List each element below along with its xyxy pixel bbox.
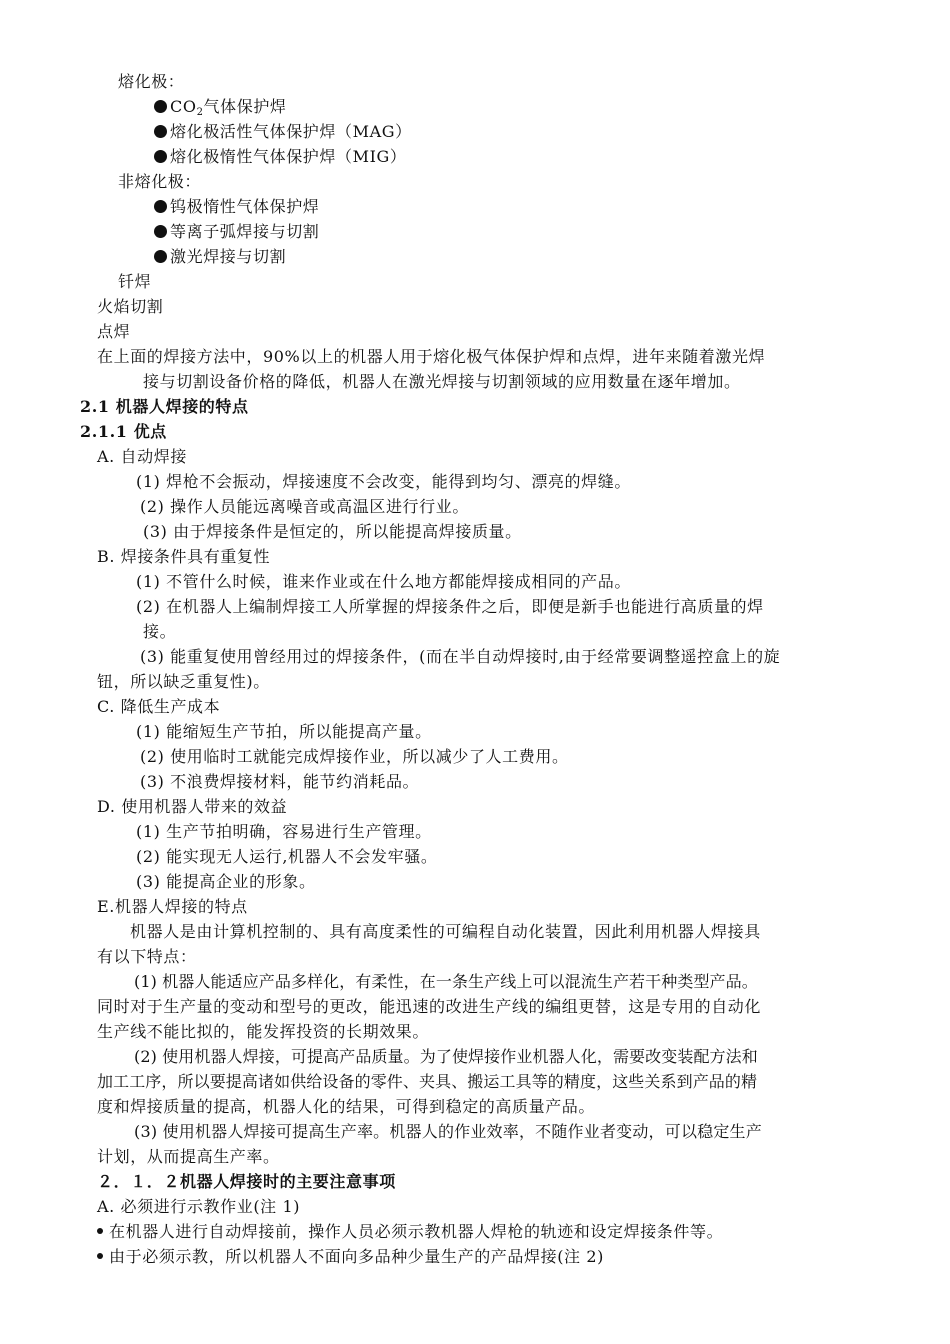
list-item-mag: 熔化极活性气体保护焊（MAG） (154, 122, 412, 142)
heading-b: B. 焊接条件具有重复性 (97, 547, 271, 566)
bullet-icon (97, 1253, 103, 1259)
list-item-plasma: 等离子弧焊接与切割 (154, 222, 319, 242)
b-item-3-line-1: (3) 能重复使用曾经用过的焊接条件，(而在半自动焊接时,由于经常要调整遥控盒上的旋 (140, 647, 781, 666)
b-item-3-line-2: 钮，所以缺乏重复性)。 (97, 672, 270, 691)
heading-d: D. 使用机器人带来的效益 (97, 797, 288, 816)
e-intro-line-1: 机器人是由计算机控制的、具有高度柔性的可编程自动化装置，因此利用机器人焊接具 (130, 922, 761, 941)
a-item-1: (1) 焊枪不会振动，焊接速度不会改变，能得到均匀、漂亮的焊缝。 (136, 472, 631, 491)
bullet-icon (154, 200, 167, 213)
b-item-2-line-2: 接。 (143, 622, 177, 641)
list-item-tig: 钨极惰性气体保护焊 (154, 197, 319, 217)
bullet-icon (154, 150, 167, 163)
brazing-label: 钎焊 (118, 272, 152, 291)
c-item-1: (1) 能缩短生产节拍，所以能提高产量。 (136, 722, 432, 741)
bullet-icon (154, 225, 167, 238)
intro-paragraph-line-1: 在上面的焊接方法中，90%以上的机器人用于熔化极气体保护焊和点焊，进年来随着激光焊 (97, 347, 766, 366)
nonconsumable-electrode-label: 非熔化极： (118, 172, 202, 191)
e-intro-line-2: 有以下特点： (97, 947, 197, 966)
e-point-2-line-1: (2) 使用机器人焊接，可提高产品质量。为了使焊接作业机器人化，需要改变装配方法和 (134, 1047, 758, 1066)
note-a-bullet-1: 在机器人进行自动焊接前，操作人员必须示教机器人焊枪的轨迹和设定焊接条件等。 (97, 1222, 723, 1242)
e-point-3-line-2: 计划，从而提高生产率。 (97, 1147, 280, 1166)
bullet-icon (154, 125, 167, 138)
d-item-1: (1) 生产节拍明确，容易进行生产管理。 (136, 822, 432, 841)
d-item-2: (2) 能实现无人运行,机器人不会发牢骚。 (136, 847, 438, 866)
a-item-3: (3) 由于焊接条件是恒定的，所以能提高焊接质量。 (143, 522, 522, 541)
e-point-1-line-2: 同时对于生产量的变动和型号的更改，能迅速的改进生产线的编组更替，这是专用的自动化 (97, 997, 762, 1016)
flame-cutting-label: 火焰切割 (97, 297, 164, 316)
b-item-2-line-1: (2) 在机器人上编制焊接工人所掌握的焊接条件之后，即便是新手也能进行高质量的焊 (136, 597, 764, 616)
section-heading-2-1: 2.1 机器人焊接的特点 (80, 397, 249, 416)
spot-welding-label: 点焊 (97, 322, 131, 341)
note-a-heading: A. 必须进行示教作业(注 1) (97, 1197, 301, 1216)
bullet-icon (97, 1228, 103, 1234)
heading-a: A. 自动焊接 (97, 447, 187, 466)
c-item-3: (3) 不浪费焊接材料，能节约消耗品。 (140, 772, 420, 791)
c-item-2: (2) 使用临时工就能完成焊接作业，所以减少了人工费用。 (140, 747, 569, 766)
bullet-icon (154, 250, 167, 263)
section-heading-2-1-1: 2.1.1 优点 (80, 422, 167, 441)
section-heading-2-1-2: ２．１．２机器人焊接时的主要注意事项 (97, 1172, 396, 1191)
list-item-laser: 激光焊接与切割 (154, 247, 286, 267)
e-point-2-line-2: 加工工序，所以要提高诸如供给设备的零件、夹具、搬运工具等的精度，这些关系到产品的精 (97, 1072, 758, 1091)
list-item-co2: $CO_2$气体保护焊 (154, 97, 287, 123)
e-point-3-line-1: (3) 使用机器人焊接可提高生产率。机器人的作业效率，不随作业者变动，可以稳定生产 (134, 1122, 762, 1141)
e-point-2-line-3: 度和焊接质量的提高，机器人化的结果，可得到稳定的高质量产品。 (97, 1097, 596, 1116)
e-point-1-line-1: (1) 机器人能适应产品多样化，有柔性，在一条生产线上可以混流生产若干种类型产品。 (134, 972, 758, 991)
list-item-mig: 熔化极惰性气体保护焊（MIG） (154, 147, 407, 167)
heading-c: C. 降低生产成本 (97, 697, 221, 716)
bullet-icon (154, 100, 167, 113)
intro-paragraph-line-2: 接与切割设备价格的降低，机器人在激光焊接与切割领域的应用数量在逐年增加。 (143, 372, 741, 391)
b-item-1: (1) 不管什么时候，谁来作业或在什么地方都能焊接成相同的产品。 (136, 572, 631, 591)
d-item-3: (3) 能提高企业的形象。 (136, 872, 316, 891)
e-point-1-line-3: 生产线不能比拟的，能发挥投资的长期效果。 (97, 1022, 430, 1041)
consumable-electrode-label: 熔化极： (118, 72, 185, 91)
note-a-bullet-2: 由于必须示教，所以机器人不面向多品种少量生产的产品焊接(注 2) (97, 1247, 604, 1267)
a-item-2: (2) 操作人员能远离噪音或高温区进行行业。 (140, 497, 469, 516)
heading-e: E.机器人焊接的特点 (97, 897, 248, 916)
